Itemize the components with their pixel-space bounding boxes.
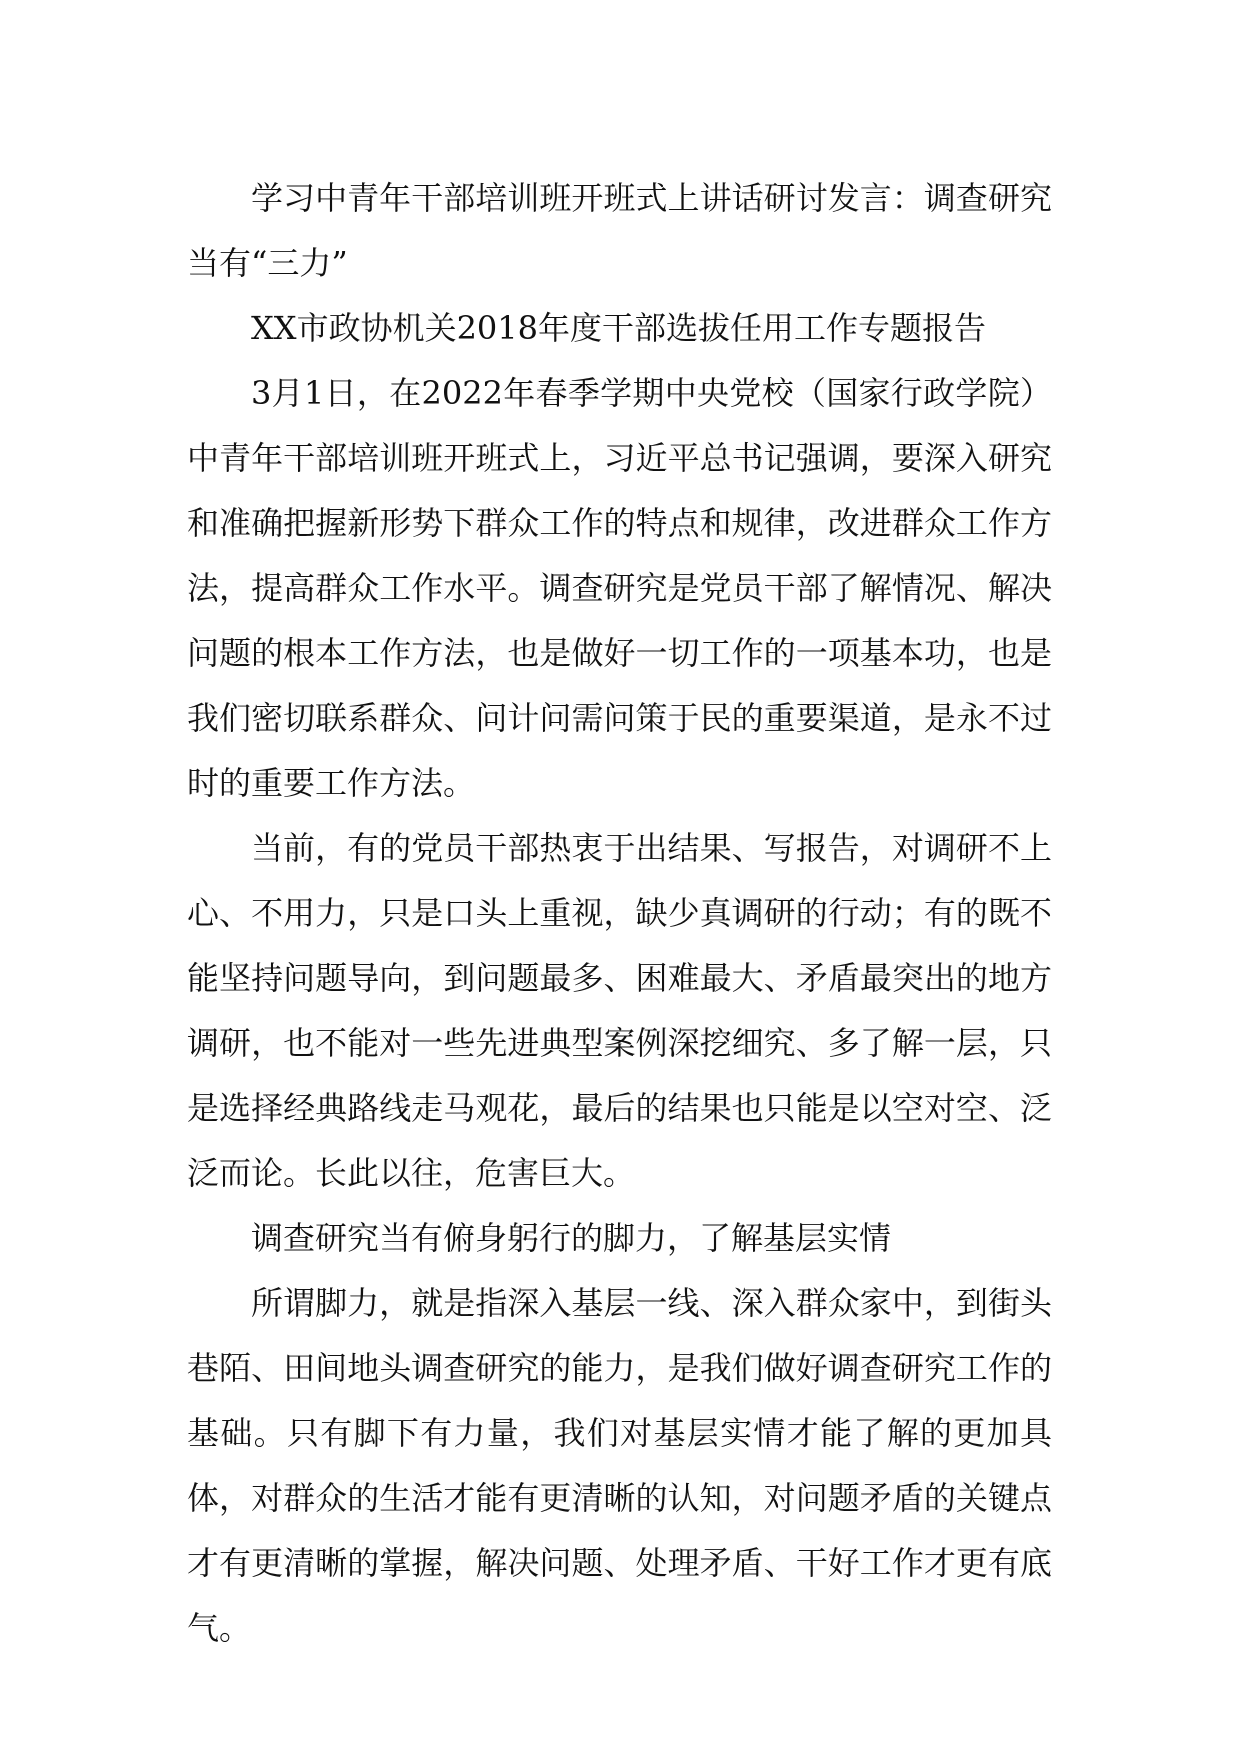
section-paragraph: 所谓脚力，就是指深入基层一线、深入群众家中，到街头巷陌、田间地头调查研究的能力，是我们做好调查研究工作的基础。只有脚下有力量，我们对基层实情才能了解的更加具体，对群众的生活才能有更清晰的认知，对问题矛盾的关键点才有更清晰的掌握，解决问题、处理矛盾、干好工作才更有底气。 <box>187 1284 1052 1647</box>
document-subtitle: XX市政协机关2018年度干部选拔任用工作专题报告 <box>251 309 987 347</box>
body-paragraph: 当前，有的党员干部热衷于出结果、写报告，对调研不上心、不用力，只是口头上重视，缺少真调研的行动；有的既不能坚持问题导向，到问题最多、困难最大、矛盾最突出的地方调研，也不能对一些先进典型案例深挖细究、多了解一层，只是选择经典路线走马观花，最后的结果也只能是以空对空、泛泛而论。长此以往，危害巨大。 <box>187 829 1052 1192</box>
body-paragraph: 3月1日，在2022年春季学期中央党校（国家行政学院）中青年干部培训班开班式上，习近平总书记强调，要深入研究和准确把握新形势下群众工作的特点和规律，改进群众工作方法，提高群众工作水平。调查研究是党员干部了解情况、解决问题的根本工作方法，也是做好一切工作的一项基本功，也是我们密切联系群众、问计问需问策于民的重要渠道，是永不过时的重要工作方法。 <box>187 374 1052 802</box>
document-body <box>187 166 1052 1661</box>
section-heading: 调查研究当有俯身躬行的脚力，了解基层实情 <box>251 1219 892 1257</box>
document-title: 学习中青年干部培训班开班式上讲话研讨发言：调查研究当有“三力” <box>187 179 1052 282</box>
